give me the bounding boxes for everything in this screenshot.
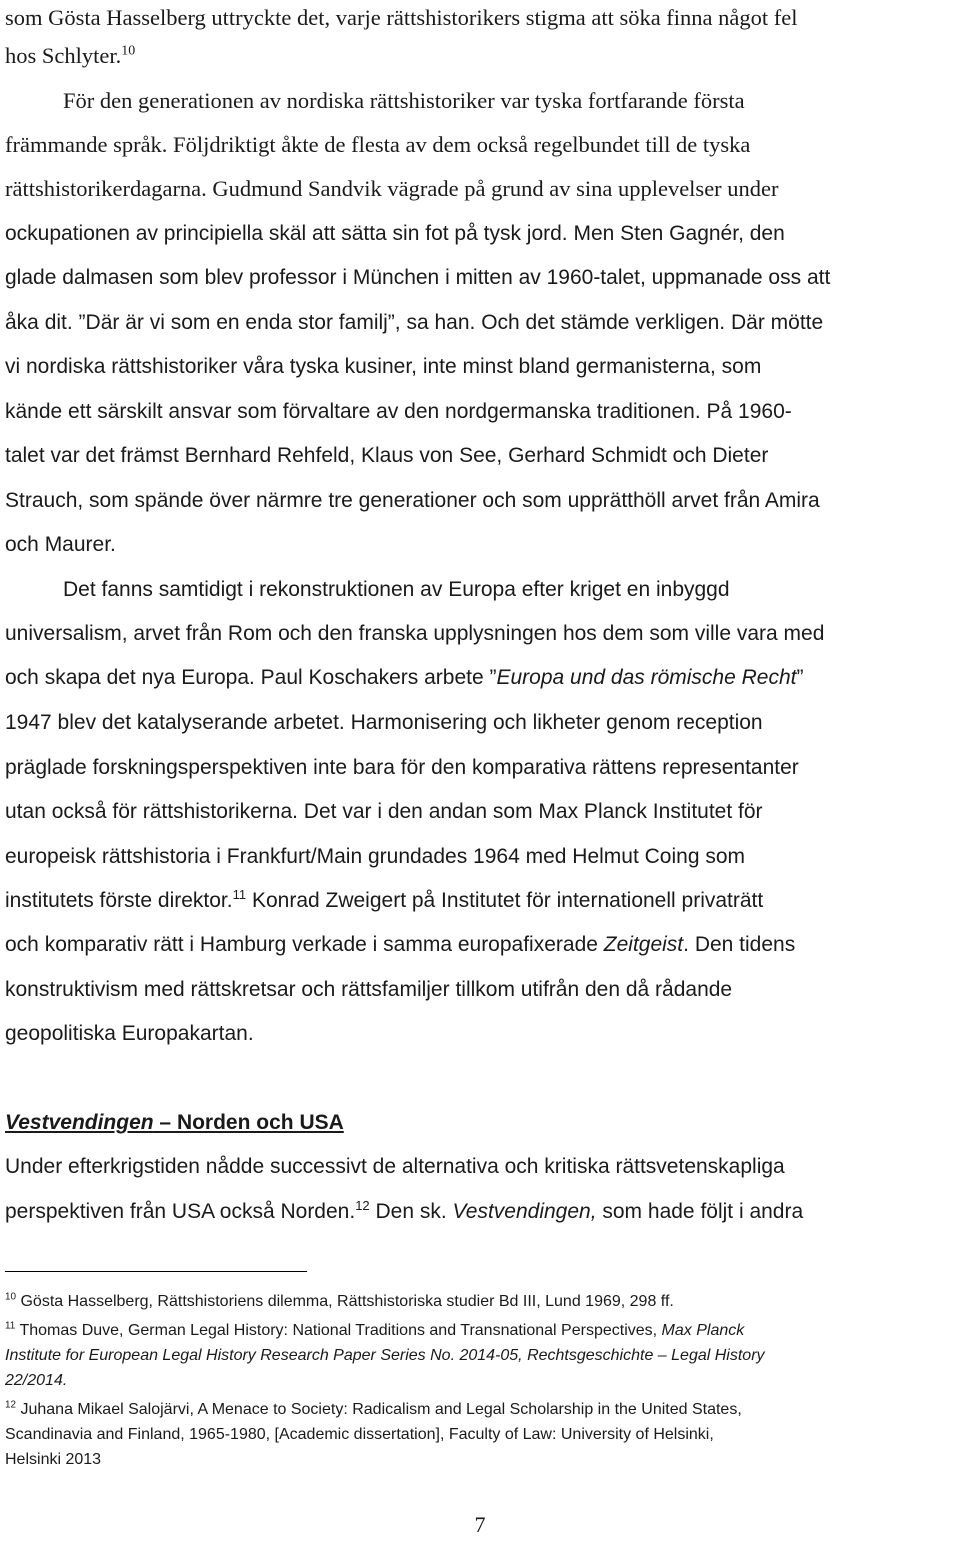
body-line: För den generationen av nordiska rättshistoriker var tyska fortfarande första	[63, 88, 745, 113]
footnote-separator	[5, 1271, 307, 1272]
body-text: och skapa det nya Europa. Paul Koschakers arbete ”	[5, 666, 497, 689]
body-text: som hade följt i andra	[596, 1200, 804, 1223]
body-line: främmande språk. Följdriktigt åkte de flesta av dem också regelbundet till de tyska	[5, 132, 751, 157]
body-text: ”	[796, 666, 804, 689]
footnote-ref-10[interactable]: 10	[121, 43, 136, 59]
footnote-11	[5, 1320, 744, 1342]
body-line	[5, 886, 763, 916]
body-line: åka dit. ”Där är vi som en enda stor familj”, sa han. Och det stämde verkligen. Där mötte	[5, 311, 824, 334]
body-line: vi nordiska rättshistoriker våra tyska kusiner, inte minst bland germanisterna, som	[5, 355, 762, 378]
body-text: Konrad Zweigert på Institutet för internationell privaträtt	[246, 889, 764, 912]
footnote-text: Juhana Mikael Salojärvi, A Menace to Society: Radicalism and Legal Scholarship in the United States,	[16, 1401, 742, 1418]
body-text: . Den tidens	[683, 933, 796, 956]
body-line: Det fanns samtidigt i rekonstruktionen av Europa efter kriget en inbyggd	[63, 578, 730, 601]
body-text: hos Schlyter.	[5, 43, 122, 68]
body-line: kände ett särskilt ansvar som förvaltare av den nordgermanska traditionen. På 1960-	[5, 400, 792, 423]
book-title: Europa und das römische Recht	[496, 666, 797, 689]
footnote-ref-12[interactable]: 12	[355, 1198, 370, 1213]
footnote-text: Thomas Duve, German Legal History: National Traditions and Transnational Perspectives,	[15, 1322, 662, 1339]
page-number: 7	[474, 1512, 486, 1537]
footnote-number: 12	[5, 1399, 17, 1411]
footnote-11-cont: Institute for European Legal History Research Paper Series No. 2014-05, Rechtsgeschichte – Legal History	[5, 1347, 765, 1364]
body-text: och komparativ rätt i Hamburg verkade i samma europafixerade	[5, 933, 604, 956]
body-line: glade dalmasen som blev professor i München i mitten av 1960-talet, uppmanade oss att	[5, 266, 831, 289]
section-heading	[5, 1108, 344, 1138]
heading-italic: Vestvendingen	[5, 1111, 154, 1134]
emphasis: Vestvendingen,	[452, 1200, 597, 1223]
body-line: geopolitiska Europakartan.	[5, 1022, 254, 1045]
body-line: konstruktivism med rättskretsar och rättsfamiljer tillkom utifrån den då rådande	[5, 978, 733, 1001]
body-line	[5, 41, 135, 71]
footnote-text: Gösta Hasselberg, Rättshistoriens dilemma, Rättshistoriska studier Bd III, Lund 1969, 298 ff.	[16, 1293, 674, 1310]
body-line	[5, 930, 795, 960]
body-line: Under efterkrigstiden nådde successivt de alternativa och kritiska rättsvetenskapliga	[5, 1155, 785, 1178]
body-line: universalism, arvet från Rom och den franska upplysningen hos dem som ville vara med	[5, 622, 825, 645]
body-text: institutets förste direktor.	[5, 889, 233, 912]
footnote-12-cont: Helsinki 2013	[5, 1451, 102, 1468]
footnote-11-cont: 22/2014.	[5, 1372, 68, 1389]
emphasis: Zeitgeist	[603, 933, 684, 956]
footnote-ref-11[interactable]: 11	[232, 887, 247, 902]
body-line: utan också för rättshistorikerna. Det var i den andan som Max Planck Institutet för	[5, 800, 763, 823]
body-text: perspektiven från USA också Norden.	[5, 1200, 356, 1223]
body-line: 1947 blev det katalyserande arbetet. Harmonisering och likheter genom reception	[5, 711, 763, 734]
body-text: Den sk.	[369, 1200, 453, 1223]
body-line: europeisk rättshistoria i Frankfurt/Main grundades 1964 med Helmut Coing som	[5, 845, 746, 868]
footnote-number: 11	[5, 1320, 16, 1332]
body-line	[5, 663, 803, 693]
body-line: ockupationen av principiella skäl att sätta sin fot på tysk jord. Men Sten Gagnér, den	[5, 222, 785, 245]
footnote-10	[5, 1291, 674, 1313]
footnote-12	[5, 1399, 742, 1421]
body-line: präglade forskningsperspektiven inte bara för den komparativa rättens representanter	[5, 756, 799, 779]
footnote-number: 10	[5, 1291, 17, 1303]
body-line: rättshistorikerdagarna. Gudmund Sandvik vägrade på grund av sina upplevelser under	[5, 176, 779, 201]
heading-rest: – Norden och USA	[153, 1111, 344, 1134]
body-line: och Maurer.	[5, 533, 116, 556]
footnote-12-cont: Scandinavia and Finland, 1965-1980, [Academic dissertation], Faculty of Law: University of Helsinki,	[5, 1426, 714, 1443]
body-line	[5, 1197, 803, 1227]
body-line: Strauch, som spände över närmre tre generationer och som upprätthöll arvet från Amira	[5, 489, 820, 512]
footnote-text: Max Planck	[661, 1322, 745, 1339]
body-line: talet var det främst Bernhard Rehfeld, Klaus von See, Gerhard Schmidt och Dieter	[5, 444, 769, 467]
body-line: som Gösta Hasselberg uttryckte det, varje rättshistorikers stigma att söka finna något fel	[5, 5, 798, 30]
